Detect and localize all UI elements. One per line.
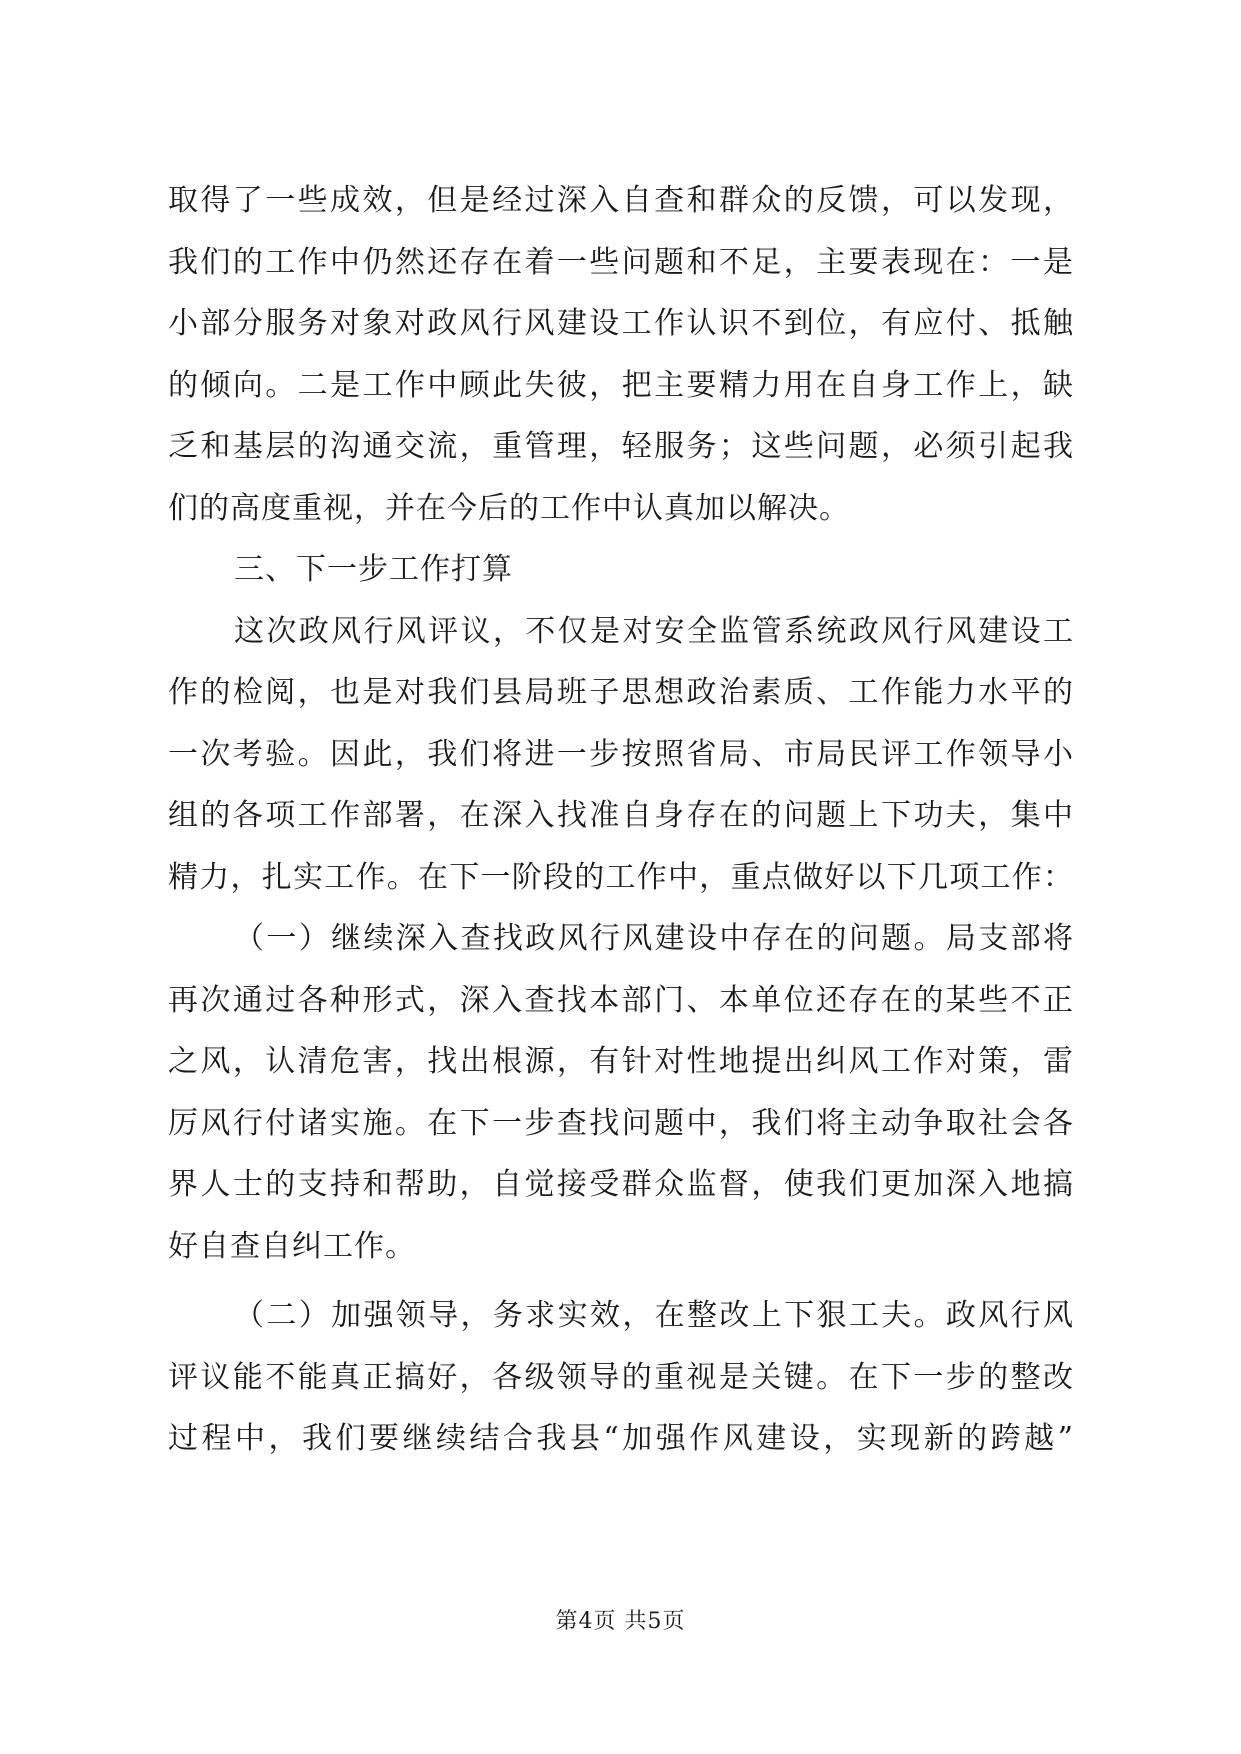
text-line: 再次通过各种形式，深入查找本部门、本单位还存在的某些不正: [168, 982, 1074, 1018]
document-body: [168, 170, 1074, 1470]
text-line: 一次考验。因此，我们将进一步按照省局、市局民评工作领导小: [168, 736, 1074, 772]
section-heading-text: 三、下一步工作打算: [234, 552, 513, 587]
text-line: （一）继续深入查找政风行风建设中存在的问题。局支部将: [234, 921, 1074, 956]
text-line: 精力，扎实工作。在下一阶段的工作中，重点做好以下几项工作：: [168, 859, 1074, 895]
paragraph-problems: [168, 170, 1074, 539]
text-line: 界人士的支持和帮助，自觉接受群众监督，使我们更加深入地搞: [168, 1167, 1074, 1202]
paragraph-item-two: [168, 1285, 1074, 1470]
text-line: 取得了一些成效，但是经过深入自查和群众的反馈，可以发现，: [168, 183, 1074, 218]
text-line: 过程中，我们要继续结合我县“加强作风建设，实现新的跨越”: [168, 1421, 1074, 1456]
text-line: 乏和基层的沟通交流，重管理，轻服务；这些问题，必须引起我: [168, 429, 1074, 464]
text-line: 作的检阅，也是对我们县局班子思想政治素质、工作能力水平的: [168, 675, 1074, 710]
text-line: 组的各项工作部署，在深入找准自身存在的问题上下功夫，集中: [168, 798, 1074, 833]
text-line: （二）加强领导，务求实效，在整改上下狠工夫。政风行风: [234, 1298, 1074, 1333]
text-line: 评议能不能真正搞好，各级领导的重视是关键。在下一步的整改: [168, 1359, 1074, 1395]
paragraph-gap: [168, 1277, 1074, 1285]
page-footer: 第4页 共5页: [555, 1609, 686, 1634]
section-heading: [168, 539, 1074, 601]
text-line: 我们的工作中仍然还存在着一些问题和不足，主要表现在：一是: [168, 244, 1074, 280]
text-line: 之风，认清危害，找出根源，有针对性地提出纠风工作对策，雷: [168, 1044, 1074, 1079]
paragraph-item-one: [168, 908, 1074, 1277]
text-line: 小部分服务对象对政风行风建设工作认识不到位，有应付、抵触: [168, 306, 1074, 341]
paragraph-review: [168, 601, 1074, 909]
text-line: 这次政风行风评议，不仅是对安全监管系统政风行风建设工: [234, 613, 1074, 649]
text-line: 厉风行付诸实施。在下一步查找问题中，我们将主动争取社会各: [168, 1105, 1074, 1141]
text-line: 的倾向。二是工作中顾此失彼，把主要精力用在自身工作上，缺: [168, 367, 1074, 403]
text-line: 好自查自纠工作。: [168, 1228, 416, 1264]
text-line: 们的高度重视，并在今后的工作中认真加以解决。: [168, 490, 850, 526]
